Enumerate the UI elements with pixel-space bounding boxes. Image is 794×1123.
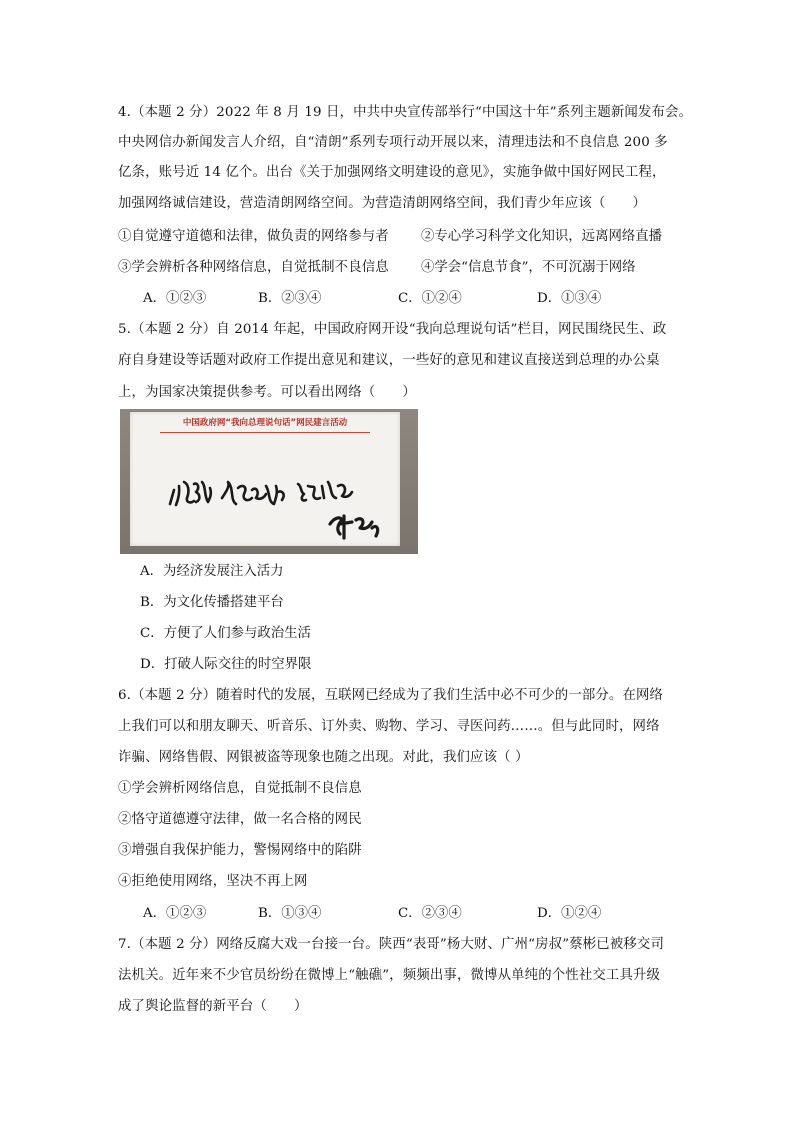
question-4-item: ①自觉遵守道德和法律，做负责的网络参与者 (118, 229, 389, 244)
question-6-item: ①学会辨析网络信息，自觉抵制不良信息 (118, 781, 362, 796)
question-4-item: ③学会辨析各种网络信息，自觉抵制不良信息 (118, 260, 389, 275)
question-6-item: ③增强自我保护能力，警惕网络中的陷阱 (118, 843, 362, 858)
question-4-line: 4.（本题 2 分）2022 年 8 月 19 日，中共中央宣传部举行“中国这十年”系列主题新闻发布会。 (118, 105, 693, 120)
question-4-line: 亿条，账号近 14 亿个。出台《关于加强网络文明建设的意见》，实施争做中国好网民工程， (118, 165, 666, 180)
question-7-line: 成了舆论监督的新平台（ ） (118, 999, 308, 1014)
question-5-option-c[interactable]: C．方便了人们参与政治生活 (140, 626, 311, 641)
message-board (130, 412, 400, 546)
question-5-line: 上，为国家决策提供参考。可以看出网络（ ） (118, 385, 416, 400)
question-5-line: 5.（本题 2 分）自 2014 年起，中国政府网开设“我向总理说句话”栏目，网民围绕民生、政 (118, 322, 667, 337)
question-6-option-d[interactable]: D．①②④ (537, 906, 602, 921)
question-7-line: 法机关。近年来不少官员纷纷在微博上“触礁”，频频出事，微博从单纯的个性社交工具升级 (118, 968, 661, 983)
question-4-item: ④学会“信息节食”，不可沉溺于网络 (421, 260, 636, 275)
question-4-option-c[interactable]: C．①②④ (398, 291, 462, 306)
question-4-line: 中央网信办新闻发言人介绍，自“清朗”系列专项行动开展以来，清理违法和不良信息 200 多 (118, 135, 668, 150)
handwriting-photo (120, 409, 418, 554)
question-6-option-b[interactable]: B．①③④ (258, 906, 322, 921)
board-title: 中国政府网“我向总理说句话”网民建言活动 (182, 418, 348, 428)
question-6-line: 上我们可以和朋友聊天、听音乐、订外卖、购物、学习、寻医问药……。但与此同时，网络 (118, 719, 660, 734)
question-5-line: 府自身建设等话题对政府工作提出意见和建议，一些好的意见和建议直接送到总理的办公桌 (118, 353, 660, 368)
calligraphy-handwriting (130, 412, 400, 546)
question-4-item: ②专心学习科学文化知识，远离网络直播 (421, 229, 663, 244)
question-6-option-a[interactable]: A．①②③ (143, 906, 207, 921)
question-5-option-d[interactable]: D．打破人际交往的时空界限 (140, 657, 312, 672)
question-4-option-d[interactable]: D．①③④ (537, 291, 602, 306)
question-4-line: 加强网络诚信建设，营造清朗网络空间。为营造清朗网络空间，我们青少年应该（ ） (118, 196, 647, 211)
question-4-option-a[interactable]: A．①②③ (143, 291, 207, 306)
question-6-option-c[interactable]: C．②③④ (398, 906, 462, 921)
question-6-line: 6.（本题 2 分）随着时代的发展，互联网已经成为了我们生活中必不可少的一部分。在网络 (118, 688, 664, 703)
question-6-line: 诈骗、网络售假、网银被盗等现象也随之出现。对此，我们应该（ ） (118, 750, 529, 765)
question-7-line: 7.（本题 2 分）网络反腐大戏一台接一台。陕西“表哥”杨大财、广州“房叔”蔡彬已被移交司 (118, 937, 665, 952)
question-6-item: ④拒绝使用网络，坚决不再上网 (118, 874, 308, 889)
question-6-item: ②恪守道德遵守法律，做一名合格的网民 (118, 812, 362, 827)
question-5-option-a[interactable]: A．为经济发展注入活力 (140, 564, 284, 579)
question-5-option-b[interactable]: B．为文化传播搭建平台 (140, 595, 284, 610)
question-4-option-b[interactable]: B．②③④ (258, 291, 322, 306)
